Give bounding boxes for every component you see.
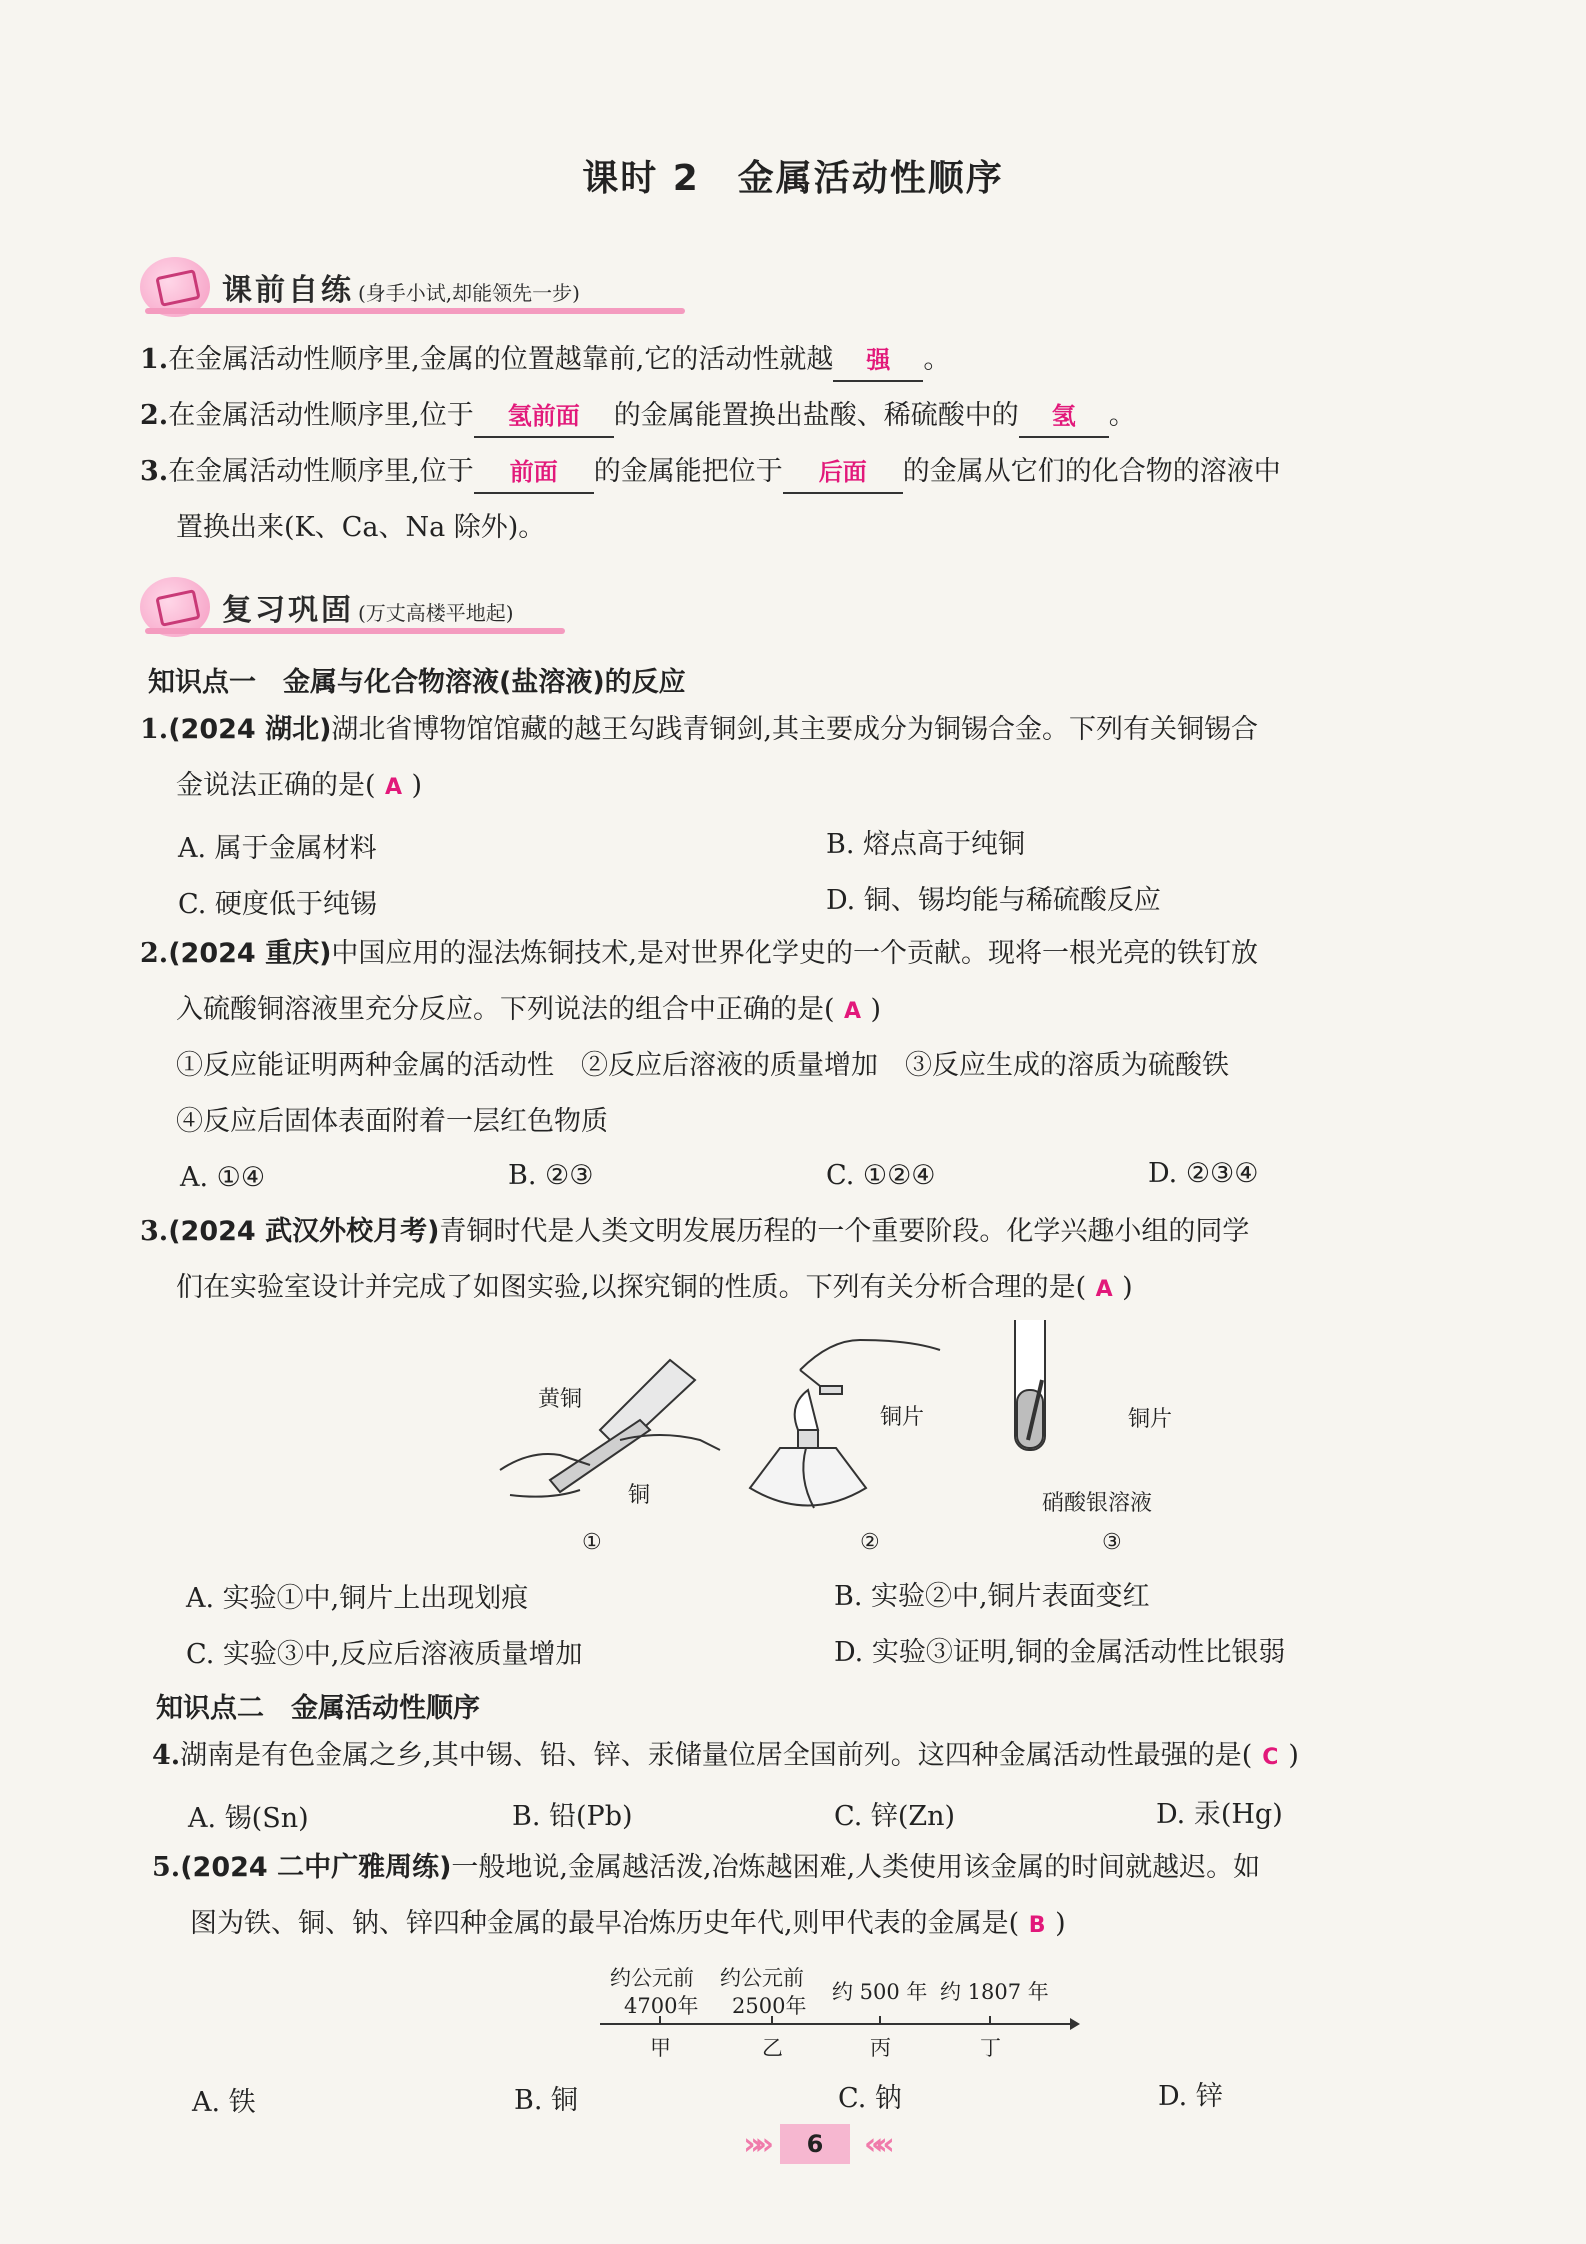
answer-blank: 前面 (474, 452, 594, 494)
timeline-axis (600, 2014, 1080, 2034)
timeline-metal-1: 甲 (650, 2036, 671, 2060)
answer-blank: 氢前面 (474, 396, 614, 438)
option-d: D. 汞(Hg) (1156, 1799, 1283, 1830)
review-heading: 复习巩固 (万丈高楼平地起) (222, 593, 514, 628)
option-a: A. 铁 (192, 2087, 256, 2118)
review-subheading: (万丈高楼平地起) (358, 601, 514, 625)
timeline-date-1b: 4700年 (624, 1994, 699, 2018)
review-question-3: 3.(2024 武汉外校月考)青铜时代是人类文明发展历程的一个重要阶段。化学兴趣小组的同学 (140, 1216, 1250, 1247)
timeline-date-1a: 约公元前 (610, 1966, 694, 1990)
review-question-2: 2.(2024 重庆)中国应用的湿法炼铜技术,是对世界化学史的一个贡献。现将一根光亮的铁钉放 (140, 938, 1259, 969)
timeline-date-2a: 约公元前 (720, 1966, 804, 1990)
answer-blank: 强 (833, 340, 923, 382)
preclass-subheading: (身手小试,却能领先一步) (358, 281, 580, 305)
double-chevron-left-icon: «« (864, 2126, 887, 2162)
review-question-2-statements: ①反应能证明两种金属的活动性 ②反应后溶液的质量增加 ③反应生成的溶质为硫酸铁 (176, 1050, 1229, 1081)
option-a: A. 属于金属材料 (178, 833, 377, 864)
answer-blank: 氢 (1019, 396, 1109, 438)
answer-mark: A (385, 775, 403, 800)
answer-mark: C (1262, 1745, 1279, 1770)
test-tube-drawing (1015, 1320, 1045, 1450)
option-c: C. 实验③中,反应后溶液质量增加 (186, 1639, 583, 1670)
review-question-4: 4.湖南是有色金属之乡,其中锡、铅、锌、汞储量位居全国前列。这四种金属活动性最强的是( C ) (152, 1736, 1299, 1778)
review-question-1: 1.(2024 湖北)湖北省博物馆馆藏的越王勾践青铜剑,其主要成分为铜锡合金。下列有关铜锡合 (140, 714, 1259, 745)
option-d: D. ②③④ (1148, 1158, 1259, 1189)
review-question-3-line2: 们在实验室设计并完成了如图实验,以探究铜的性质。下列有关分析合理的是( A ) (176, 1268, 1133, 1310)
option-b: B. 铅(Pb) (512, 1801, 633, 1832)
figure-number-3: ③ (1102, 1530, 1122, 1555)
scratch-experiment-drawing (500, 1360, 720, 1497)
answer-mark: B (1028, 1913, 1046, 1938)
preclass-question-1: 1.在金属活动性顺序里,金属的位置越靠前,它的活动性就越 强 。 (140, 340, 950, 382)
option-d: D. 实验③证明,铜的金属活动性比银弱 (834, 1637, 1286, 1668)
figure-number-2: ② (860, 1530, 880, 1555)
answer-mark: A (844, 999, 862, 1024)
double-chevron-right-icon: »» (743, 2126, 766, 2162)
section-divider (145, 628, 565, 634)
brass-label: 黄铜 (538, 1387, 583, 1412)
figure-number-1: ① (582, 1530, 602, 1555)
page-number: 6 (780, 2124, 850, 2164)
option-a: A. 实验①中,铜片上出现划痕 (186, 1583, 529, 1614)
timeline-metal-2: 乙 (762, 2036, 783, 2060)
knowledge-point-2: 知识点二 金属活动性顺序 (156, 1693, 480, 1724)
option-a: A. 锡(Sn) (188, 1803, 309, 1834)
option-d: D. 锌 (1158, 2081, 1223, 2112)
preclass-question-3: 3.在金属活动性顺序里,位于 前面 的金属能把位于 后面 的金属从它们的化合物的溶液中 (140, 452, 1281, 494)
timeline-date-3: 约 500 年 (832, 1980, 928, 2004)
review-question-2-statement-4: ④反应后固体表面附着一层红色物质 (176, 1106, 608, 1137)
review-question-2-line2: 入硫酸铜溶液里充分反应。下列说法的组合中正确的是( A ) (176, 990, 881, 1032)
option-a: A. ①④ (180, 1162, 266, 1193)
answer-blank: 后面 (783, 452, 903, 494)
page-title: 课时 2 金属活动性顺序 (582, 158, 1004, 199)
timeline-date-2b: 2500年 (732, 1994, 807, 2018)
review-question-5-line2: 图为铁、铜、钠、锌四种金属的最早冶炼历史年代,则甲代表的金属是( B ) (190, 1904, 1066, 1946)
silver-nitrate-label: 硝酸银溶液 (1042, 1491, 1153, 1516)
page-footer (700, 2120, 930, 2168)
preclass-question-3-line2: 置换出来(K、Ca、Na 除外)。 (176, 512, 546, 543)
section-divider (145, 308, 685, 314)
timeline-metal-3: 丙 (870, 2036, 891, 2060)
review-question-5: 5.(2024 二中广雅周练)一般地说,金属越活泼,冶炼越困难,人类使用该金属的时间就越迟。如 (152, 1852, 1261, 1883)
preclass-question-2: 2.在金属活动性顺序里,位于 氢前面 的金属能置换出盐酸、稀硫酸中的 氢 。 (140, 396, 1136, 438)
option-c: C. 钠 (838, 2083, 902, 2114)
option-c: C. ①②④ (826, 1160, 936, 1191)
option-d: D. 铜、锡均能与稀硫酸反应 (826, 885, 1161, 916)
option-b: B. 铜 (514, 2085, 579, 2116)
preclass-heading: 课前自练 (身手小试,却能领先一步) (222, 273, 580, 308)
option-c: C. 硬度低于纯锡 (178, 889, 377, 920)
timeline-date-4: 约 1807 年 (940, 1980, 1049, 2004)
copper-label: 铜 (628, 1483, 651, 1508)
option-b: B. ②③ (508, 1160, 594, 1191)
copper-sheet-label: 铜片 (1128, 1407, 1173, 1432)
timeline-metal-4: 丁 (980, 2036, 1001, 2060)
answer-mark: A (1095, 1277, 1113, 1302)
review-question-1-line2: 金说法正确的是( A ) (176, 766, 422, 808)
option-b: B. 实验②中,铜片表面变红 (834, 1581, 1150, 1612)
option-b: B. 熔点高于纯铜 (826, 829, 1026, 860)
knowledge-point-1: 知识点一 金属与化合物溶液(盐溶液)的反应 (148, 667, 686, 698)
option-c: C. 锌(Zn) (834, 1801, 956, 1832)
copper-sheet-label: 铜片 (880, 1405, 925, 1430)
